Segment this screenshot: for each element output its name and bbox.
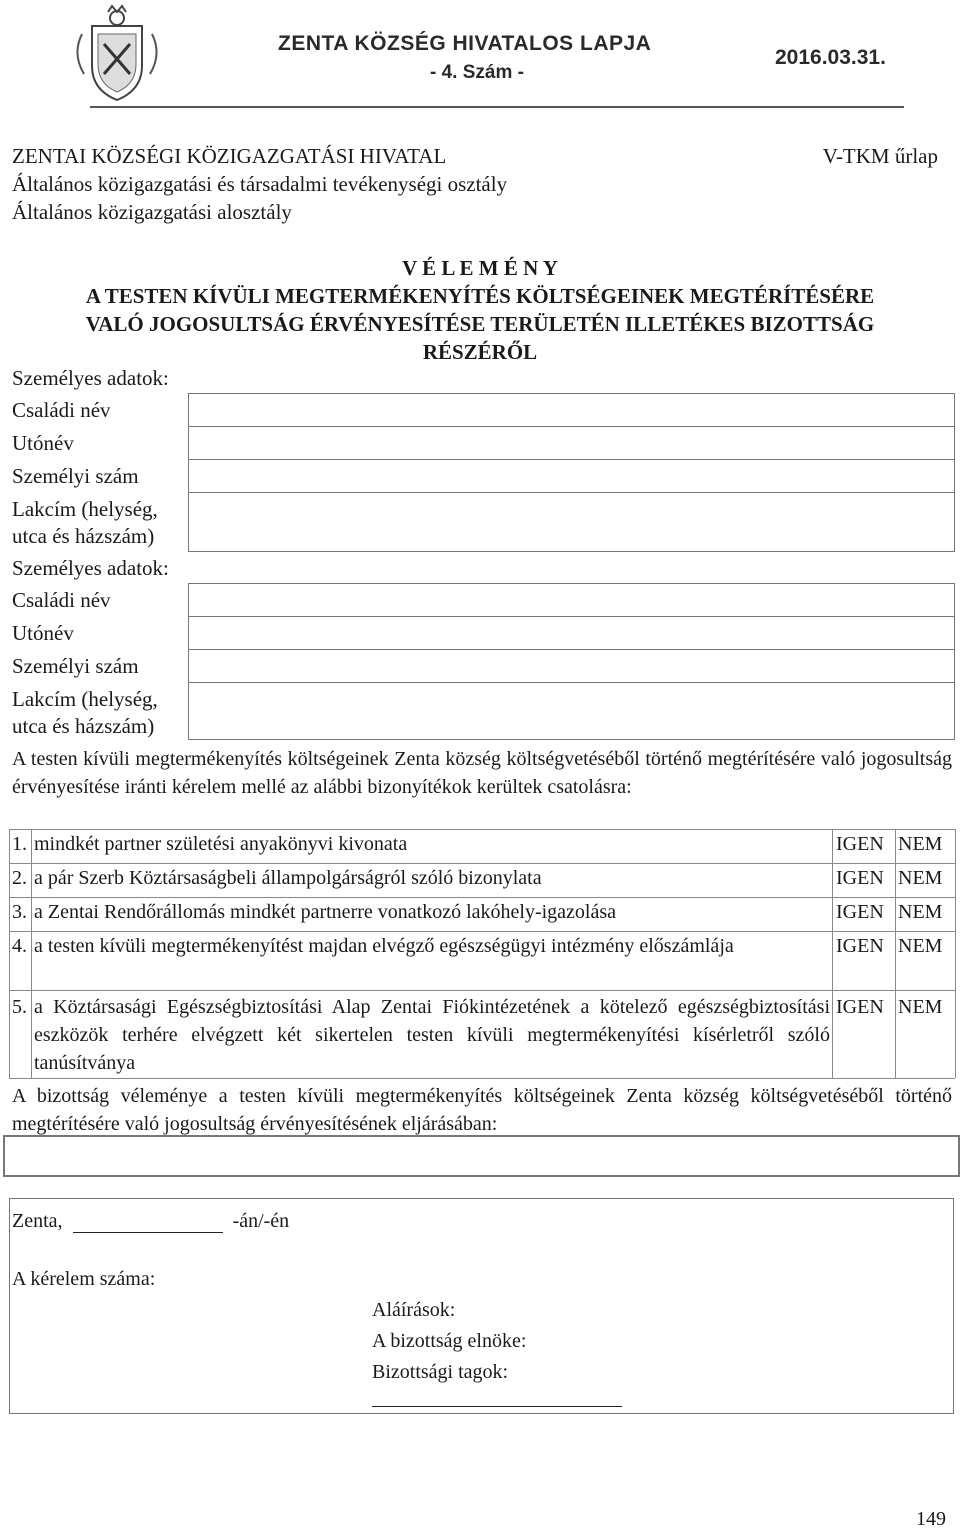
table-rule [9,990,955,991]
address-label-line1: Lakcím (helység, [12,687,158,711]
personal-number-label: Személyi szám [12,464,139,488]
date-blank[interactable] [73,1214,223,1233]
place-label: Zenta, [12,1210,63,1232]
address-label-line2: utca és házszám) [12,714,155,738]
signatures-label: Aláírások: [372,1299,456,1321]
given-name-field[interactable] [188,616,955,650]
personal-number-field[interactable] [188,649,955,683]
evidence-text: a pár Szerb Köztársaságbeli állampolgárságról szóló bizonylata [34,867,542,889]
personal-data-heading: Személyes adatok: [12,556,169,580]
form-code: V-TKM űrlap [822,144,938,168]
nem-option[interactable]: NEM [898,833,943,855]
document-subtitle-line2: VALÓ JOGOSULTSÁG ÉRVÉNYESÍTÉSE TERÜLETÉN ILLETÉKES BIZOTTSÁG [85,312,875,336]
document-title: V É L E M É N Y [402,256,558,280]
place-date-line [12,1210,289,1233]
document-subtitle-line1: A TESTEN KÍVÜLI MEGTERMÉKENYÍTÉS KÖLTSÉGEINEK MEGTÉRÍTÉSÉRE [85,284,875,308]
row-number: 3. [12,901,27,923]
intro-paragraph: A testen kívüli megtermékenyítés költségeinek Zenta község költségvetéséből történő megtérítésére való jogosultság érvényesítése iránti kérelem mellé az alábbi bizonyítékok kerültek csatolásra: [12,748,952,798]
document-subtitle-line3: RÉSZÉRŐL [422,340,538,364]
table-rule [9,829,10,1078]
page-number: 149 [916,1508,946,1530]
table-rule [9,1078,955,1079]
evidence-text: a Zentai Rendőrállomás mindkét partnerre vonatkozó lakóhely-igazolása [34,901,617,923]
table-rule [31,829,32,1078]
personal-data-heading: Személyes adatok: [12,366,169,390]
given-name-field[interactable] [188,426,955,460]
row-number: 1. [12,833,27,855]
igen-option[interactable]: IGEN [836,996,884,1018]
members-label: Bizottsági tagok: [372,1361,509,1383]
igen-option[interactable]: IGEN [836,935,884,957]
row-number: 2. [12,867,27,889]
table-rule [955,829,956,1078]
family-name-field[interactable] [188,583,955,617]
signature-line[interactable] [372,1406,622,1407]
given-name-label: Utónév [12,621,74,645]
date-suffix: -án/-én [232,1210,290,1232]
chair-label: A bizottság elnöke: [372,1330,527,1352]
family-name-field[interactable] [188,393,955,427]
opinion-field[interactable] [3,1135,960,1177]
evidence-text: a testen kívüli megtermékenyítést majdan elvégző egészségügyi intézmény előszámlája [34,935,734,957]
nem-option[interactable]: NEM [898,996,943,1018]
issue-date: 2016.03.31. [775,46,886,69]
address-field[interactable] [188,492,955,552]
address-label-line2: utca és házszám) [12,524,155,548]
nem-option[interactable]: NEM [898,867,943,889]
family-name-label: Családi név [12,398,111,422]
row-number: 5. [12,996,27,1018]
given-name-label: Utónév [12,431,74,455]
igen-option[interactable]: IGEN [836,833,884,855]
address-label-line1: Lakcím (helység, [12,497,158,521]
igen-option[interactable]: IGEN [836,867,884,889]
org-name: ZENTAI KÖZSÉGI KÖZIGAZGATÁSI HIVATAL [12,144,447,168]
opinion-paragraph: A bizottság véleménye a testen kívüli megtermékenyítés költségeinek Zenta község költségvetéséből történő megtérítésére való jogosultság érvényesítésének eljárásában: [12,1085,952,1135]
org-subdepartment: Általános közigazgatási alosztály [12,200,292,224]
igen-option[interactable]: IGEN [836,901,884,923]
personal-number-field[interactable] [188,459,955,493]
address-field[interactable] [188,682,955,740]
table-rule [832,829,833,1078]
header-divider [90,106,904,108]
table-rule [895,829,896,1078]
gazette-title: ZENTA KÖZSÉG HIVATALOS LAPJA [278,32,652,55]
row-number: 4. [12,935,27,957]
evidence-text: a Köztársasági Egészségbiztosítási Alap Zentai Fiókintézetének a kötelező egészségbiztosítási eszközök terhére elvégzett két sikertelen testen kívüli megtermékenyítési kísérletről szóló tanúsítványa [34,996,830,1074]
personal-number-label: Személyi szám [12,654,139,678]
family-name-label: Családi név [12,588,111,612]
nem-option[interactable]: NEM [898,901,943,923]
org-department: Általános közigazgatási és társadalmi tevékenységi osztály [12,172,508,196]
issue-number: - 4. Szám - [430,62,524,83]
municipal-crest-logo [62,4,172,104]
request-number-label: A kérelem száma: [12,1268,156,1290]
nem-option[interactable]: NEM [898,935,943,957]
evidence-text: mindkét partner születési anyakönyvi kivonata [34,833,408,855]
